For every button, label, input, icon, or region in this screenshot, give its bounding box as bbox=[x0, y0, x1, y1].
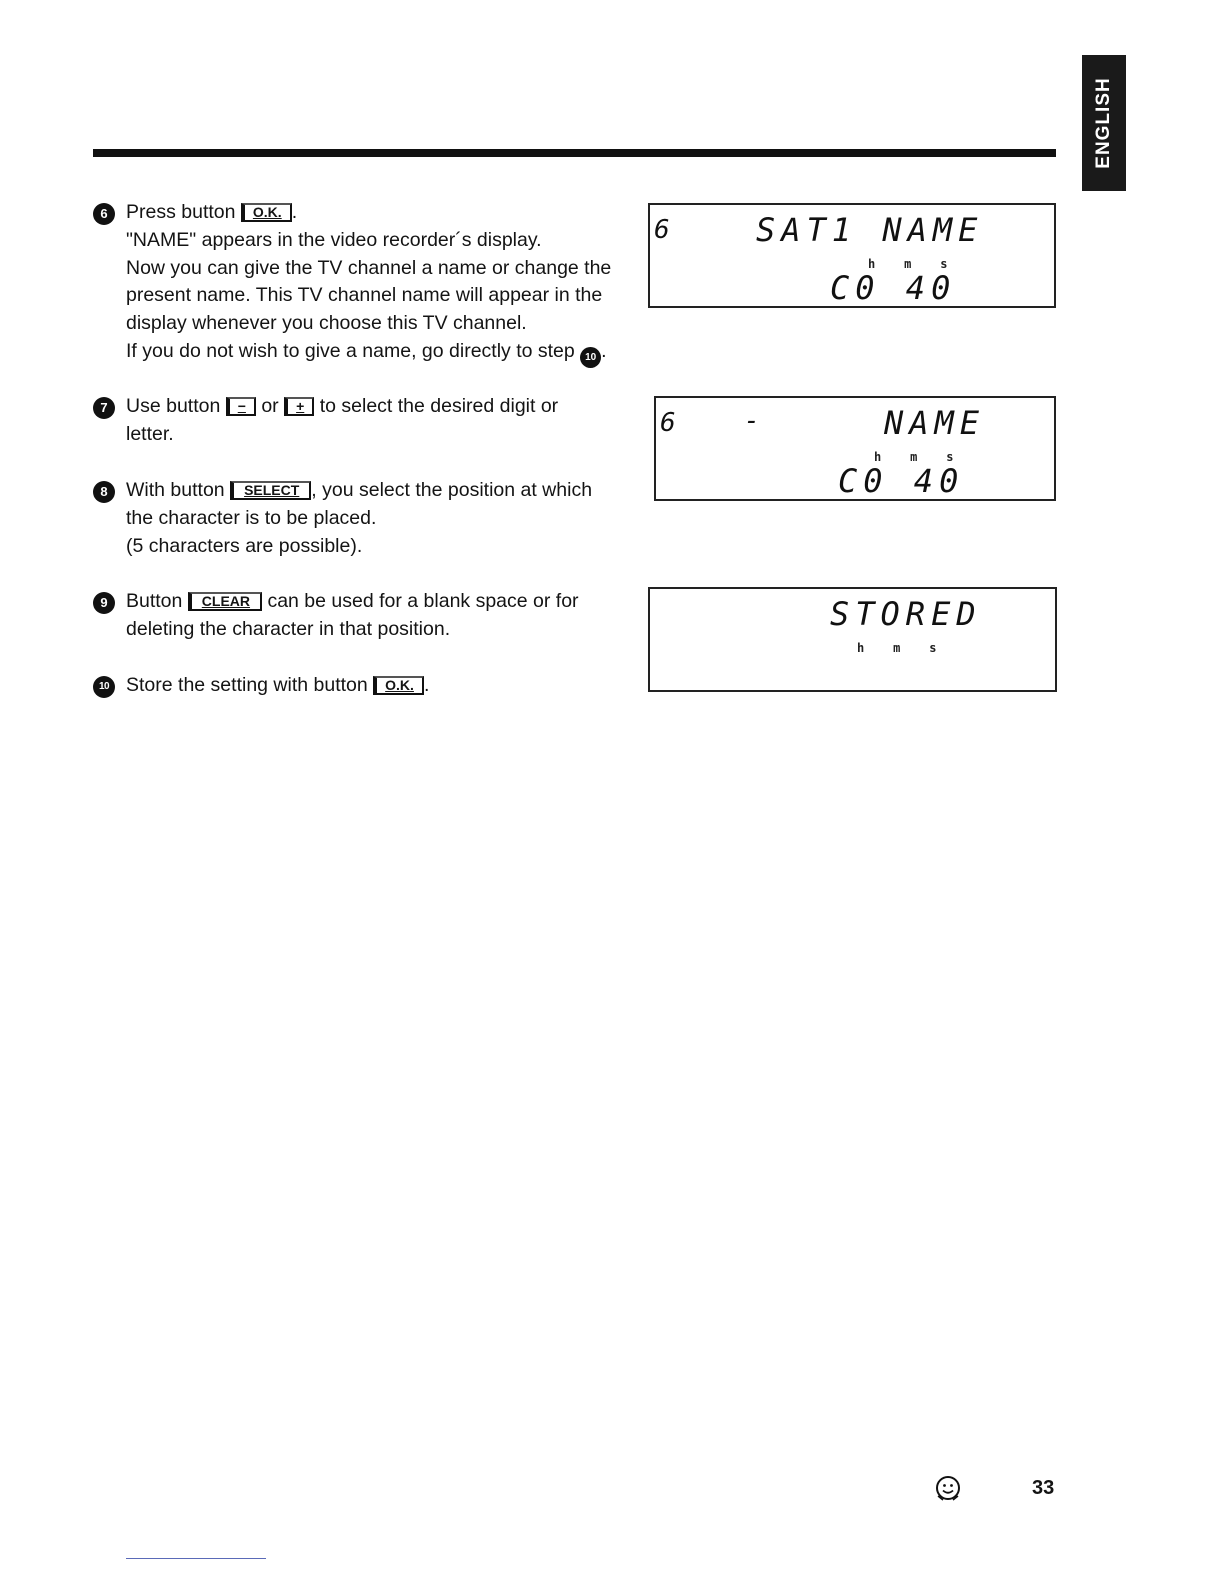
display-hms-indicators: h m s bbox=[868, 257, 948, 271]
step-number: 6 bbox=[93, 203, 115, 225]
step-8 bbox=[93, 477, 638, 560]
step-9 bbox=[93, 588, 638, 644]
step-number: 10 bbox=[93, 676, 115, 698]
step-number: 7 bbox=[93, 397, 115, 419]
display-hms-indicators: h m s bbox=[857, 641, 937, 655]
select-button-label: SELECT bbox=[230, 481, 311, 500]
step-line: deleting the character in that position. bbox=[126, 617, 451, 640]
step-number: 8 bbox=[93, 481, 115, 503]
step-line: If you do not wish to give a name, go directly to step 10 . bbox=[126, 338, 638, 368]
footer-rule bbox=[126, 1558, 266, 1559]
top-rule bbox=[93, 149, 1056, 157]
step-reference: 10 bbox=[580, 347, 601, 368]
step-line: present name. This TV channel name will appear in the bbox=[126, 284, 603, 307]
step-number: 9 bbox=[93, 592, 115, 614]
ok-button-label: O.K. bbox=[241, 203, 292, 222]
vcr-display-3 bbox=[648, 587, 1057, 692]
language-tab-label: ENGLISH bbox=[1093, 77, 1114, 169]
step-body bbox=[126, 199, 638, 368]
step-body bbox=[126, 672, 638, 700]
step-body bbox=[126, 588, 638, 644]
step-line: "NAME" appears in the video recorder´s display. bbox=[126, 228, 542, 251]
step-line: Store the setting with button O.K. . bbox=[126, 674, 430, 696]
display-channel: C0 40 bbox=[830, 269, 957, 307]
step-7 bbox=[93, 393, 638, 449]
step-body bbox=[126, 477, 638, 560]
step-line: (5 characters are possible). bbox=[126, 534, 363, 557]
step-line: Use button − or + to select the desired digit or bbox=[126, 395, 559, 417]
minus-button-label: − bbox=[226, 397, 256, 416]
display-channel: C0 40 bbox=[838, 462, 965, 500]
step-line: the character is to be placed. bbox=[126, 506, 377, 529]
display-program-number: 6 bbox=[654, 215, 676, 245]
language-tab bbox=[1082, 55, 1126, 191]
step-line: Now you can give the TV channel a name or change the bbox=[126, 256, 612, 279]
page-number: 33 bbox=[1032, 1477, 1055, 1499]
display-main-text: NAME bbox=[884, 404, 986, 442]
step-line: display whenever you choose this TV channel. bbox=[126, 312, 527, 335]
display-hms-indicators: h m s bbox=[874, 450, 954, 464]
display-main-text: SAT1 NAME bbox=[756, 211, 984, 249]
display-cursor-dash: - bbox=[744, 406, 766, 436]
step-line: With button SELECT , you select the position at which bbox=[126, 479, 593, 501]
step-line: Button CLEAR can be used for a blank space or for bbox=[126, 590, 579, 612]
clear-button-label: CLEAR bbox=[188, 592, 262, 611]
vcr-display-2 bbox=[654, 396, 1056, 501]
step-line: Press button O.K. . bbox=[126, 201, 298, 223]
step-6 bbox=[93, 199, 638, 368]
plus-button-label: + bbox=[284, 397, 314, 416]
display-program-number: 6 bbox=[660, 408, 682, 438]
step-10 bbox=[93, 672, 638, 700]
vcr-display-1 bbox=[648, 203, 1056, 308]
step-line: letter. bbox=[126, 422, 174, 445]
step-body bbox=[126, 393, 638, 449]
ok-button-label: O.K. bbox=[373, 676, 424, 695]
display-main-text: STORED bbox=[830, 595, 982, 633]
recycle-smiley-icon bbox=[934, 1474, 962, 1502]
